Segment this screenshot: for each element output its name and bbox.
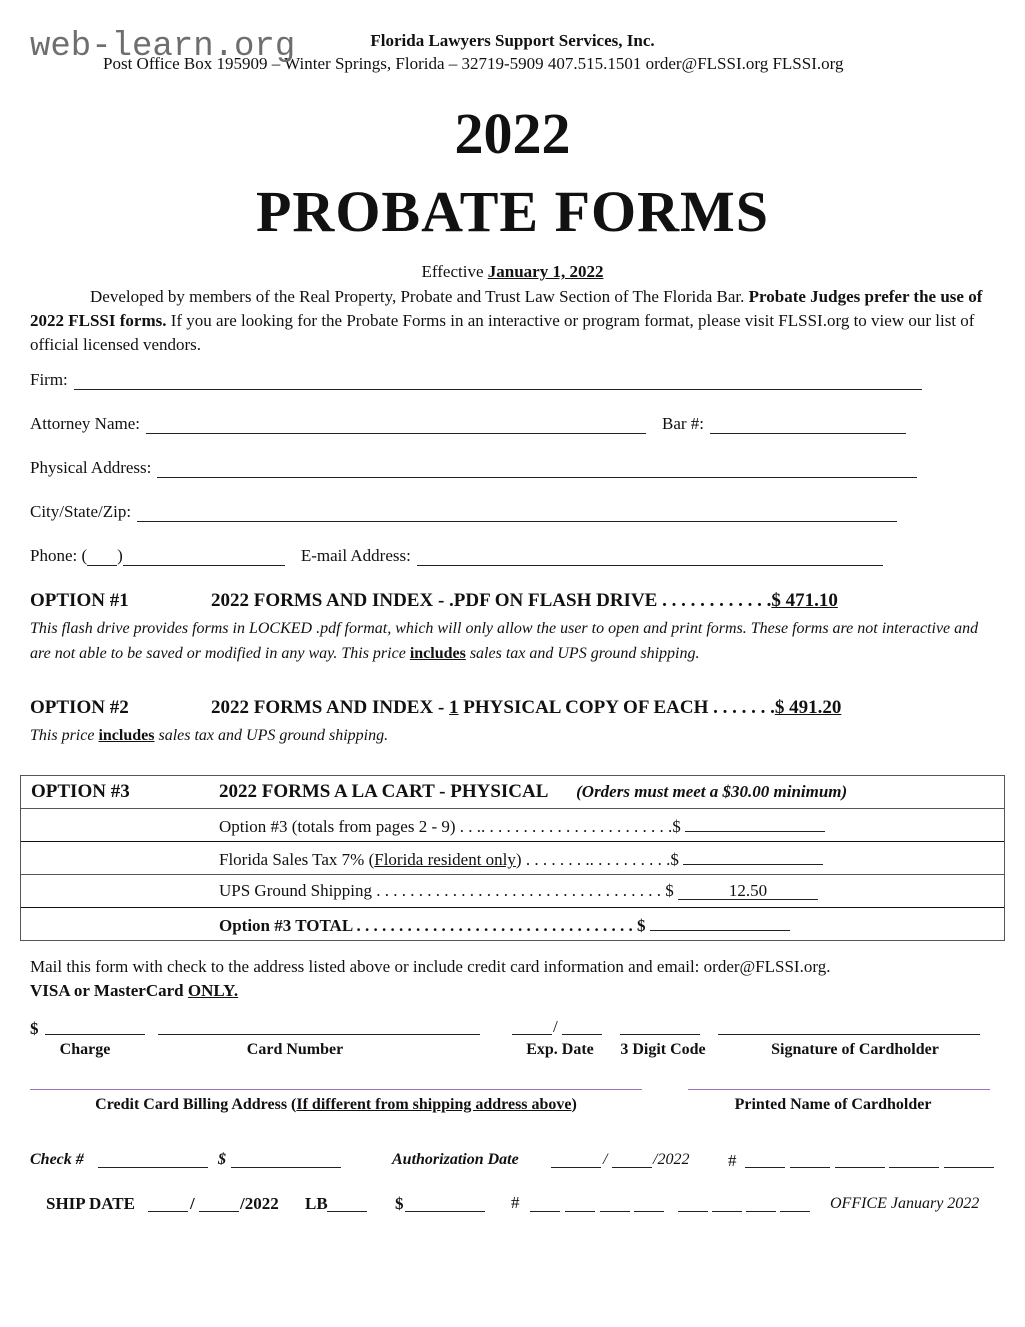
option-3-total-row — [21, 908, 1004, 940]
check-number-label: Check # — [30, 1151, 84, 1168]
tracking-hash: # — [511, 1193, 520, 1212]
attorney-name-label: Attorney Name: — [30, 414, 140, 433]
sales-tax-dots: ) . . . . . . . .. . . . . . . . . .$ — [515, 850, 679, 869]
bar-number-label: Bar #: — [662, 414, 705, 433]
option-2-description — [30, 723, 990, 748]
option-2-desc-text: This price — [30, 727, 99, 744]
area-code-input[interactable] — [87, 549, 117, 566]
card-number-label: Card Number — [246, 1041, 344, 1058]
ship-month-input[interactable] — [148, 1211, 188, 1212]
auth-slash: / — [603, 1151, 608, 1168]
auth-hash: # — [728, 1151, 737, 1170]
auth-day-input[interactable] — [612, 1167, 652, 1168]
shipping-cell — [219, 881, 1004, 901]
card-number-input[interactable] — [158, 1034, 480, 1035]
check-amount-input[interactable] — [231, 1167, 341, 1168]
org-name: Florida Lawyers Support Services, Inc. — [370, 31, 655, 50]
option-1-price: $ 471.10 — [771, 590, 838, 611]
shipping-amount: 12.50 — [678, 881, 818, 900]
exp-date-label: Exp. Date — [526, 1041, 594, 1058]
billing-label-note: If different from shipping address above — [296, 1096, 572, 1113]
option-2-title-pre: 2022 FORMS AND INDEX - — [211, 697, 450, 718]
title-year: 2022 — [454, 101, 571, 166]
ship-slash: / — [190, 1194, 195, 1213]
page-title: PROBATE FORMS — [256, 179, 769, 244]
ship-dollar-label: $ — [395, 1194, 404, 1213]
auth-month-input[interactable] — [551, 1167, 601, 1168]
phone-label: Phone: ( — [30, 546, 88, 565]
option-1-desc-end: sales tax and UPS ground shipping. — [465, 645, 700, 662]
address-row — [30, 458, 917, 478]
accepted-cards-text: VISA or MasterCard — [30, 981, 188, 1000]
option-3-title-cell — [219, 781, 1004, 803]
effective-date-value: January 1, 2022 — [487, 262, 604, 281]
phone-row — [30, 546, 883, 566]
option-3-total-label: Option #3 TOTAL . . . . . . . . . . . . . . . . . . . . . . . . . . . . . . . . . $ — [219, 916, 646, 935]
intro-paragraph — [30, 285, 995, 357]
auth-code-1[interactable] — [745, 1167, 785, 1168]
lb-label: LB — [305, 1194, 328, 1213]
option-3-subtotal-input[interactable] — [685, 813, 825, 832]
option-3-subtotal-label: Option #3 (totals from pages 2 - 9) . . .. . . . . . . . . . . . . . . . . . . . . . .$ — [219, 817, 681, 836]
tracking-7[interactable] — [746, 1211, 776, 1212]
lb-input[interactable] — [327, 1211, 367, 1212]
auth-year: /2022 — [653, 1151, 690, 1168]
tracking-8[interactable] — [780, 1211, 810, 1212]
mail-instructions: Mail this form with check to the address listed above or include credit card information and email: order@FLSSI.org. — [30, 957, 831, 976]
tracking-2[interactable] — [565, 1211, 595, 1212]
accepted-cards-only: ONLY. — [187, 981, 239, 1000]
option-1-description — [30, 616, 990, 666]
option-1-title: 2022 FORMS AND INDEX - .PDF ON FLASH DRIVE . . . . . . . . . . . . — [211, 590, 772, 611]
attorney-name-input[interactable] — [146, 417, 646, 434]
ship-day-input[interactable] — [199, 1211, 239, 1212]
intro-text-2: If you are looking for the Probate Forms in an interactive or program format, please visit FLSSI.org to view our list of official licensed vendors. — [30, 311, 975, 354]
charge-input[interactable] — [45, 1034, 145, 1035]
option-3-header-row — [21, 776, 1004, 809]
city-row — [30, 502, 897, 522]
effective-label: Effective — [421, 262, 488, 281]
auth-code-2[interactable] — [790, 1167, 830, 1168]
intro-bold: Probate Judges prefer the use of 2022 FLSSI forms. — [30, 287, 983, 330]
option-1-number: OPTION #1 — [30, 590, 129, 611]
option-3-total-input[interactable] — [650, 912, 790, 931]
cvv-label: 3 Digit Code — [620, 1041, 706, 1058]
sales-tax-input[interactable] — [683, 846, 823, 865]
check-number-input[interactable] — [98, 1167, 208, 1168]
office-footer: OFFICE January 2022 — [830, 1195, 980, 1212]
option-2-desc-end: sales tax and UPS ground shipping. — [154, 727, 389, 744]
ship-amount-input[interactable] — [405, 1211, 485, 1212]
check-dollar-label: $ — [218, 1151, 226, 1168]
city-state-zip-label: City/State/Zip: — [30, 502, 132, 521]
watermark: web-learn.org — [30, 28, 296, 66]
phone-paren-close: ) — [117, 546, 123, 565]
charge-dollar-sign: $ — [30, 1019, 39, 1038]
option-3-subtotal-cell — [219, 813, 1004, 837]
tracking-5[interactable] — [678, 1211, 708, 1212]
option-2-price: $ 491.20 — [774, 697, 842, 718]
signature-label: Signature of Cardholder — [771, 1041, 939, 1058]
option-3-number: OPTION #3 — [31, 781, 130, 802]
ship-date-label: SHIP DATE — [46, 1194, 135, 1213]
tracking-4[interactable] — [634, 1211, 664, 1212]
signature-input[interactable] — [718, 1034, 980, 1035]
option-3-total-cell — [219, 912, 1004, 936]
option-1-heading — [30, 590, 838, 612]
auth-code-5[interactable] — [944, 1167, 994, 1168]
option-1-desc-text: This flash drive provides forms in LOCKED .pdf format, which will only allow the user to open and print forms. These forms are not interactive and are not able to be saved or modified in any way. This price — [30, 620, 979, 662]
authorization-date-label: Authorization Date — [392, 1151, 519, 1168]
printed-name-input[interactable] — [688, 1089, 990, 1090]
bar-number-input[interactable] — [710, 417, 906, 434]
charge-label: Charge — [59, 1041, 111, 1058]
ship-year: /2022 — [240, 1194, 279, 1213]
sales-tax-resident-note: Florida resident only — [374, 850, 516, 869]
option-3-subtotal-row — [21, 809, 1004, 842]
option-2-title-post: PHYSICAL COPY OF EACH . . . . . . . — [458, 697, 775, 718]
auth-code-4[interactable] — [889, 1167, 939, 1168]
sales-tax-label: Florida Sales Tax 7% ( — [219, 850, 375, 869]
attorney-row — [30, 414, 906, 434]
option-2-title-qty: 1 — [449, 697, 459, 718]
email-label: E-mail Address: — [300, 546, 411, 565]
option-3-table — [20, 775, 1005, 941]
tracking-6[interactable] — [712, 1211, 742, 1212]
email-input[interactable] — [417, 549, 883, 566]
firm-row — [30, 370, 922, 390]
firm-label: Firm: — [30, 370, 68, 389]
option-2-number: OPTION #2 — [30, 697, 129, 718]
billing-address-input[interactable] — [30, 1089, 642, 1090]
option-3-title: 2022 FORMS A LA CART - PHYSICAL — [219, 781, 548, 802]
accepted-cards — [30, 981, 238, 1001]
auth-code-3[interactable] — [835, 1167, 885, 1168]
shipping-row — [21, 875, 1004, 908]
tracking-1[interactable] — [530, 1211, 560, 1212]
physical-address-label: Physical Address: — [30, 458, 152, 477]
option-2-heading — [30, 697, 841, 719]
cvv-input[interactable] — [620, 1034, 700, 1035]
phone-input[interactable] — [123, 549, 285, 566]
firm-input[interactable] — [74, 373, 922, 390]
shipping-label: UPS Ground Shipping . . . . . . . . . . . . . . . . . . . . . . . . . . . . . . . . . . $ — [219, 881, 674, 900]
sales-tax-row — [21, 842, 1004, 875]
option-2-title — [211, 697, 775, 719]
printed-name-label: Printed Name of Cardholder — [734, 1096, 932, 1113]
org-address: Post Office Box 195909 – Winter Springs, Florida – 32719-5909 407.515.1501 order@FLSSI.org FLSSI.org — [103, 54, 844, 73]
option-1-includes: includes — [409, 645, 466, 662]
sales-tax-cell — [219, 846, 1004, 870]
physical-address-input[interactable] — [157, 461, 917, 478]
option-3-minimum-note: (Orders must meet a $30.00 minimum) — [576, 782, 848, 801]
exp-slash: / — [553, 1017, 558, 1036]
exp-year-input[interactable] — [562, 1034, 602, 1035]
billing-label-text: Credit Card Billing Address ( — [95, 1096, 297, 1113]
exp-month-input[interactable] — [512, 1034, 552, 1035]
billing-address-label — [30, 1096, 642, 1114]
option-2-includes: includes — [98, 727, 155, 744]
billing-label-close: ) — [571, 1096, 577, 1113]
city-state-zip-input[interactable] — [137, 505, 897, 522]
intro-text-1: Developed by members of the Real Property, Probate and Trust Law Section of The Florida Bar. — [90, 287, 749, 306]
effective-date — [0, 262, 1025, 282]
tracking-3[interactable] — [600, 1211, 630, 1212]
